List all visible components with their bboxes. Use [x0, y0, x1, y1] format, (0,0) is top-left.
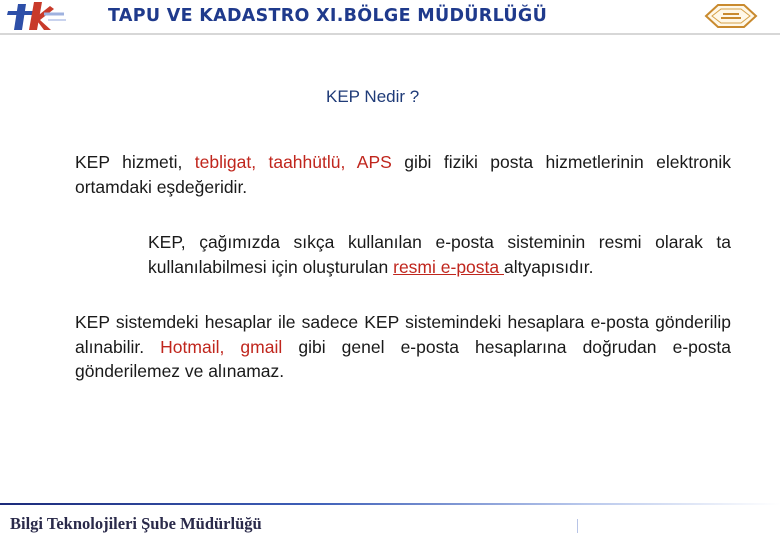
header-title: TAPU VE KADASTRO XI.BÖLGE MÜDÜRLÜĞÜ [108, 6, 548, 26]
footer-divider [0, 503, 780, 505]
emblem-logo-icon [700, 3, 762, 29]
p3-highlight: Hotmail, gmail [160, 336, 283, 357]
header-bar [0, 0, 780, 34]
paragraph-kep-definition [75, 150, 731, 199]
slide-title: KEP Nedir ? [326, 87, 420, 106]
paragraph-kep-accounts [75, 310, 731, 384]
header-divider [0, 33, 780, 35]
p2-text-2: altyapısıdır. [504, 256, 594, 277]
paragraph-kep-infrastructure [148, 230, 731, 279]
p3-text-2: gibi genel e-posta hesaplarına doğrudan e-posta gönderilemez ve alınamaz. [75, 336, 731, 381]
p2-highlight: resmi e-posta [393, 256, 504, 277]
p1-text-1: KEP hizmeti, [75, 152, 195, 172]
footer-mark [577, 519, 578, 533]
p2-text-1: KEP, çağımızda sıkça kullanılan e-posta sisteminin resmi olarak ta kullanılabilmesi için oluşturulan [148, 232, 731, 277]
p1-text-2: gibi fiziki posta hizmetlerinin elektronik ortamdaki eşdeğeridir. [75, 152, 731, 197]
p1-highlight: tebligat, taahhütlü, APS [194, 152, 392, 172]
footer-text: Bilgi Teknolojileri Şube Müdürlüğü [10, 514, 262, 533]
p3-text-1: KEP sistemdeki hesaplar ile sadece KEP sistemindeki hesaplara e-posta gönderilip alınabilir. [75, 312, 731, 357]
tk-logo-icon [4, 0, 76, 34]
